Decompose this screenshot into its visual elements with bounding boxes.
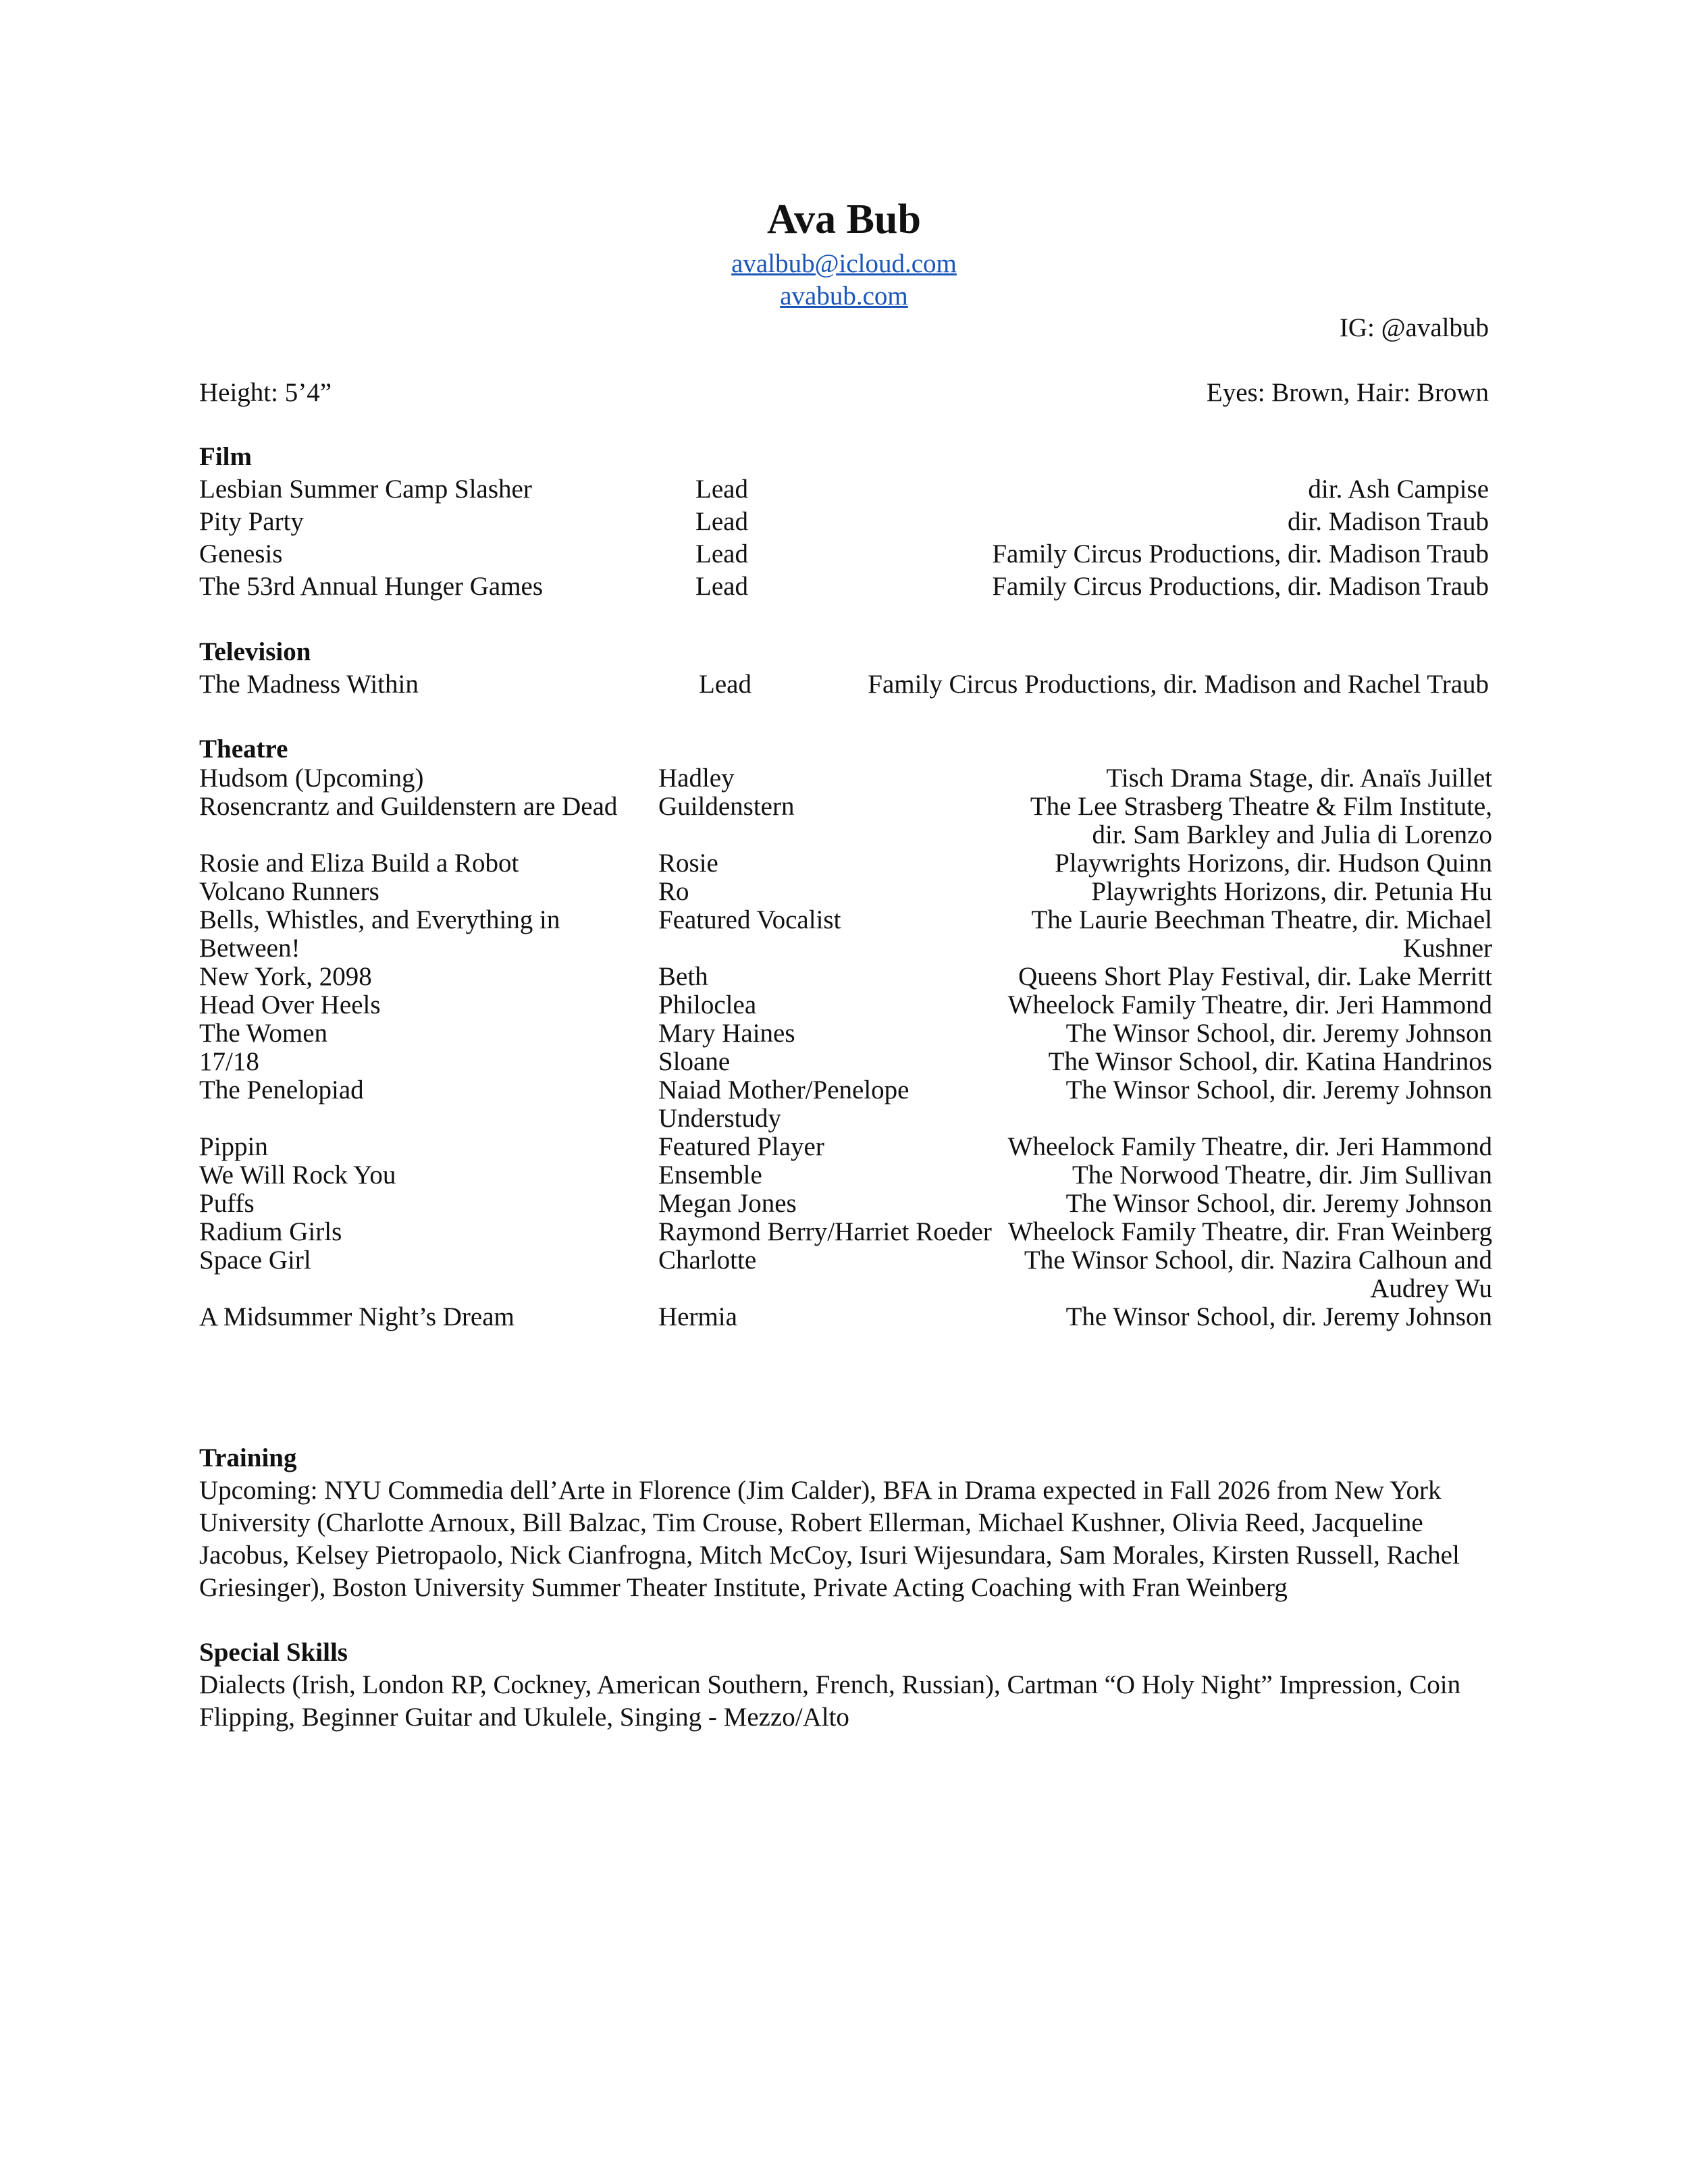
theatre-row [199, 849, 1492, 878]
credit-title: The Madness Within [199, 670, 419, 699]
theatre-row [199, 1218, 1492, 1246]
credit-role: Lead [699, 670, 751, 699]
credit-title: We Will Rock You [199, 1161, 396, 1190]
credit-title: Rosencrantz and Guildenstern are Dead [199, 792, 618, 821]
credit-title: Head Over Heels [199, 990, 381, 1019]
credit-role: Ro [658, 877, 689, 906]
film-row [199, 473, 1489, 506]
email-link[interactable]: avalbub@icloud.com [731, 249, 957, 278]
theatre-row [199, 1303, 1492, 1331]
theatre-row [199, 1048, 1492, 1076]
credit-director: Queens Short Play Festival, dir. Lake Merritt [1018, 962, 1492, 991]
credit-role: Mary Haines [658, 1019, 795, 1048]
film-heading: Film [199, 442, 252, 471]
skills-text: Dialects (Irish, London RP, Cockney, American Southern, French, Russian), Cartman “O Holy Night” Impression, Coin Flipping, Beginner Guitar and Ukulele, Singing - Mezzo/Alto [199, 1670, 1461, 1732]
credit-title: Radium Girls [199, 1217, 342, 1246]
eyes-hair-stat: Eyes: Brown, Hair: Brown [1206, 378, 1489, 407]
theatre-row [199, 1161, 1492, 1190]
credit-director: Family Circus Productions, dir. Madison Traub [992, 572, 1489, 601]
credit-role: Beth [658, 962, 708, 991]
theatre-row [199, 1190, 1492, 1218]
credit-role: Ensemble [658, 1161, 762, 1190]
actor-name: Ava Bub [767, 196, 921, 242]
credit-director: Wheelock Family Theatre, dir. Jeri Hammond [1007, 1132, 1492, 1161]
credit-director: Tisch Drama Stage, dir. Anaïs Juillet [1106, 764, 1492, 793]
credit-director: The Winsor School, dir. Katina Handrinos [1048, 1047, 1492, 1076]
credit-director: The Winsor School, dir. Jeremy Johnson [1065, 1075, 1492, 1104]
credit-title: Puffs [199, 1189, 255, 1218]
credit-director: The Norwood Theatre, dir. Jim Sullivan [1072, 1161, 1492, 1190]
credit-title: Pippin [199, 1132, 268, 1161]
theatre-row [199, 793, 1492, 849]
credit-title: The Penelopiad [199, 1075, 364, 1104]
credit-director: The Winsor School, dir. Jeremy Johnson [1065, 1189, 1492, 1218]
credit-role: Charlotte [658, 1246, 757, 1275]
television-row [199, 668, 1489, 701]
credit-title: Bells, Whistles, and Everything in Between! [199, 905, 560, 963]
training-text: Upcoming: NYU Commedia dell’Arte in Florence (Jim Calder), BFA in Drama expected in Fall 2026 from New York University (Charlotte Arnoux, Bill Balzac, Tim Crouse, Robert Ellerman, Michael Kushner, Olivia Reed, Jacqueline Jacobus, Kelsey Pietropaolo, Nick Cianfrogna, Mitch McCoy, Isuri Wijesundara, Sam Morales, Kirsten Russell, Rachel Griesinger), Boston University Summer Theater Institute, Private Acting Coaching with Fran Weinberg [199, 1476, 1460, 1602]
film-row [199, 506, 1489, 538]
credit-title: Rosie and Eliza Build a Robot [199, 849, 519, 878]
credit-director: The Lee Strasberg Theatre & Film Institute, dir. Sam Barkley and Julia di Lorenzo [1030, 792, 1492, 849]
film-row [199, 570, 1489, 603]
website-link[interactable]: avabub.com [780, 282, 908, 311]
credit-title: Genesis [199, 539, 283, 568]
credit-director: The Laurie Beechman Theatre, dir. Michael Kushner [1031, 905, 1492, 963]
theatre-row [199, 991, 1492, 1019]
credit-role: Lead [695, 475, 748, 504]
television-heading: Television [199, 637, 311, 666]
credit-title: Volcano Runners [199, 877, 379, 906]
credit-title: Pity Party [199, 507, 304, 536]
credit-director: Family Circus Productions, dir. Madison and Rachel Traub [868, 670, 1489, 699]
theatre-row [199, 1246, 1492, 1303]
theatre-row [199, 878, 1492, 906]
credit-director: The Winsor School, dir. Nazira Calhoun and Audrey Wu [1024, 1246, 1492, 1303]
instagram-handle: IG: @avalbub [1339, 313, 1489, 342]
theatre-table [199, 764, 1492, 1331]
credit-role: Guildenstern [658, 792, 795, 821]
credit-title: New York, 2098 [199, 962, 372, 991]
credit-title: The 53rd Annual Hunger Games [199, 572, 544, 601]
credit-role: Megan Jones [658, 1189, 797, 1218]
credit-role: Hermia [658, 1302, 737, 1331]
credit-title: Lesbian Summer Camp Slasher [199, 475, 532, 504]
film-row [199, 538, 1489, 570]
credit-director: The Winsor School, dir. Jeremy Johnson [1065, 1302, 1492, 1331]
credit-director: The Winsor School, dir. Jeremy Johnson [1065, 1019, 1492, 1048]
theatre-row [199, 1133, 1492, 1161]
credit-director: Family Circus Productions, dir. Madison Traub [992, 539, 1489, 568]
credit-role: Sloane [658, 1047, 731, 1076]
credit-role: Hadley [658, 764, 735, 793]
training-heading: Training [199, 1443, 297, 1472]
theatre-row [199, 906, 1492, 963]
credit-role: Philoclea [658, 990, 757, 1019]
credit-role: Lead [695, 507, 748, 536]
credit-director: Wheelock Family Theatre, dir. Jeri Hammond [1007, 990, 1492, 1019]
credit-director: Playwrights Horizons, dir. Hudson Quinn [1055, 849, 1492, 878]
credit-director: dir. Madison Traub [1288, 507, 1489, 536]
theatre-row [199, 963, 1492, 991]
credit-role: Lead [695, 572, 748, 601]
credit-title: The Women [199, 1019, 328, 1048]
credit-role: Rosie [658, 849, 718, 878]
credit-director: dir. Ash Campise [1308, 475, 1489, 504]
credit-role: Lead [695, 539, 748, 568]
theatre-heading: Theatre [199, 735, 288, 764]
skills-heading: Special Skills [199, 1638, 348, 1667]
credit-title: 17/18 [199, 1047, 259, 1076]
credit-role: Featured Player [658, 1132, 824, 1161]
credit-title: Hudsom (Upcoming) [199, 764, 424, 793]
credit-title: Space Girl [199, 1246, 311, 1275]
credit-title: A Midsummer Night’s Dream [199, 1302, 515, 1331]
theatre-row [199, 764, 1492, 793]
credit-role: Raymond Berry/Harriet Roeder [658, 1217, 992, 1246]
height-stat: Height: 5’4” [199, 378, 332, 407]
theatre-row [199, 1019, 1492, 1048]
credit-role: Naiad Mother/Penelope Understudy [658, 1075, 909, 1133]
theatre-row [199, 1076, 1492, 1133]
credit-role: Featured Vocalist [658, 905, 841, 934]
credit-director: Playwrights Horizons, dir. Petunia Hu [1091, 877, 1492, 906]
credit-director: Wheelock Family Theatre, dir. Fran Weinberg [1007, 1217, 1492, 1246]
